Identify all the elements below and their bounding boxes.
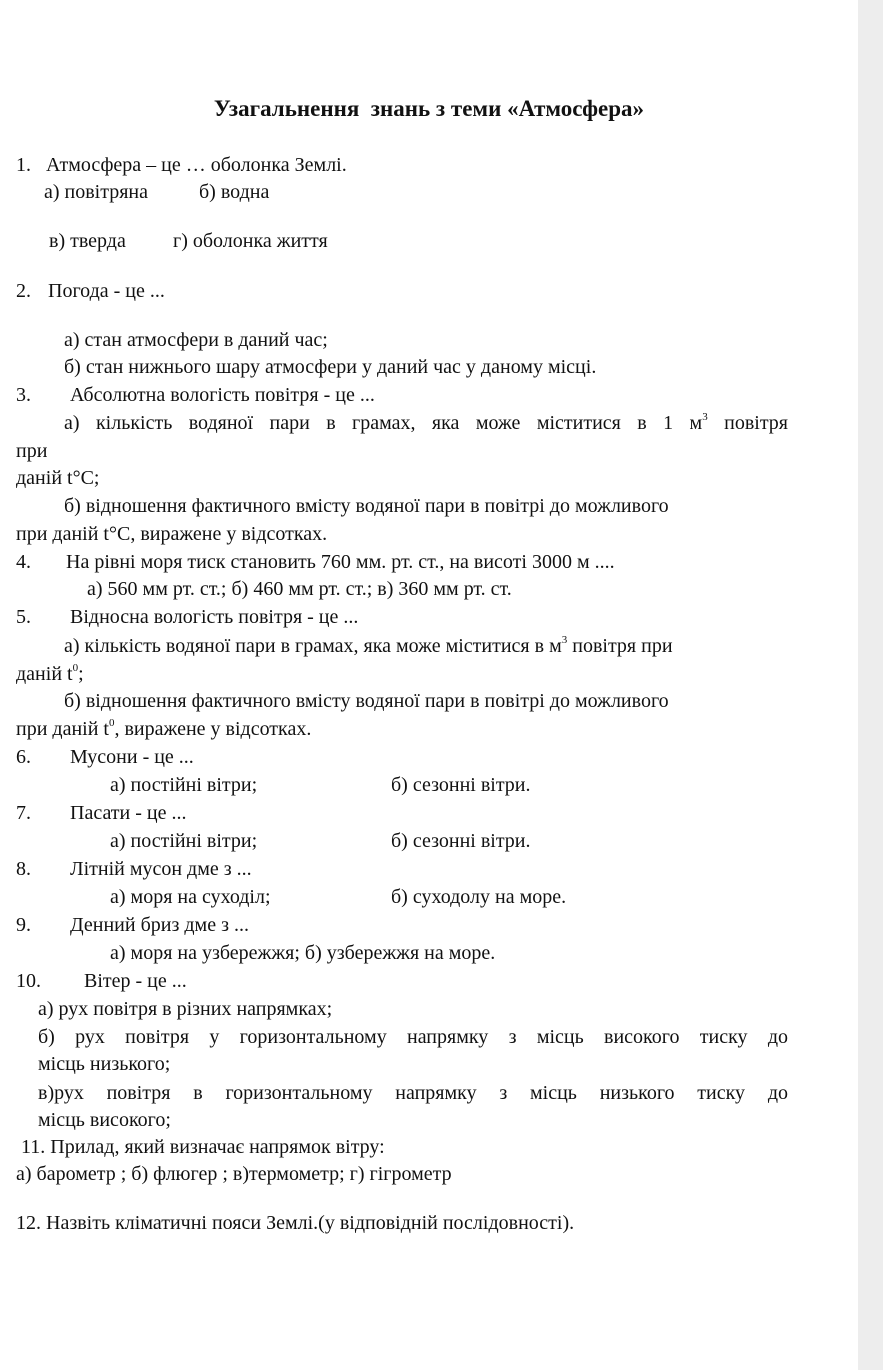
q10-option-v-line-2: місць високого;	[38, 1109, 171, 1131]
q5-option-b-line-1: б) відношення фактичного вмісту водяної пари в повітрі до можливого	[64, 690, 669, 712]
question-8-text: Літній мусон дме з ...	[70, 858, 252, 880]
q10-option-b-line-1: б) рух повітря у горизонтальному напрямку з місць високого тиску до	[38, 1026, 788, 1048]
q6-option-b: б) сезонні вітри.	[391, 774, 531, 796]
q5-option-b-text: при даній t	[16, 718, 109, 740]
q3-option-a-text: а) кількість водяної пари в грамах, яка може міститися в 1 м	[64, 412, 703, 434]
question-4-number: 4.	[16, 551, 31, 573]
q1-option-b: б) водна	[199, 181, 270, 203]
q3-option-a	[64, 411, 788, 435]
question-2	[16, 279, 165, 303]
q5-option-b-line-2	[16, 717, 311, 741]
q11-options: а) барометр ; б) флюгер ; в)термометр; г) гігрометр	[16, 1163, 452, 1185]
q7-option-b: б) сезонні вітри.	[391, 830, 531, 852]
q5-option-a-cont-end: ;	[78, 663, 84, 685]
question-11-text: 11. Прилад, який визначає напрямок вітру:	[21, 1136, 385, 1158]
question-1-number: 1.	[16, 154, 31, 176]
question-1-text: Атмосфера – це … оболонка Землі.	[46, 154, 347, 176]
q5-option-a	[64, 634, 673, 658]
q1-option-g: г) оболонка життя	[173, 230, 328, 252]
q7-option-a: а) постійні вітри;	[110, 830, 258, 852]
q1-option-v: в) тверда	[49, 230, 126, 252]
question-10-number: 10.	[16, 970, 41, 992]
question-6-number: 6.	[16, 746, 31, 768]
q1-option-a: а) повітряна	[44, 181, 149, 203]
question-5-text: Відносна вологість повітря - це ...	[70, 606, 359, 628]
q6-option-a: а) постійні вітри;	[110, 774, 258, 796]
question-3-number: 3.	[16, 384, 31, 406]
q8-option-b: б) суходолу на море.	[391, 886, 567, 908]
q2-option-b: б) стан нижнього шару атмосфери у даний час у даному місці.	[64, 356, 597, 378]
q5-option-b-superscript: 0	[108, 717, 115, 729]
q5-option-a-continuation	[16, 662, 84, 686]
q10-option-v-line-1: в)рух повітря в горизонтальному напрямку з місць низького тиску до	[38, 1082, 788, 1104]
question-5-number: 5.	[16, 606, 31, 628]
q3-option-b-line-2: при даній t°С, виражене у відсотках.	[16, 523, 328, 545]
q5-option-a-text: а) кількість водяної пари в грамах, яка може міститися в м	[64, 635, 562, 657]
q5-option-a-superscript: 3	[561, 634, 568, 646]
question-1	[16, 153, 347, 177]
question-2-text: Погода - це ...	[48, 280, 165, 302]
q5-option-a-tail: повітря при	[567, 635, 673, 657]
q3-option-a-tail: повітря	[707, 412, 788, 434]
q5-option-b-end: , виражене у відсотках.	[114, 718, 312, 740]
question-8-number: 8.	[16, 858, 31, 880]
question-2-number: 2.	[16, 280, 31, 302]
question-9-text: Денний бриз дме з ...	[70, 914, 249, 936]
q3-option-a-continuation-2: даній t°С;	[16, 467, 100, 489]
q3-option-a-superscript: 3	[702, 411, 708, 423]
question-12-text: 12. Назвіть кліматичні пояси Землі.(у відповідній послідовності).	[16, 1212, 575, 1234]
q4-options: а) 560 мм рт. ст.; б) 460 мм рт. ст.; в) 360 мм рт. ст.	[87, 578, 512, 600]
q9-options: а) моря на узбережжя; б) узбережжя на море.	[110, 942, 496, 964]
q3-option-b-line-1: б) відношення фактичного вмісту водяної пари в повітрі до можливого	[64, 495, 669, 517]
question-6-text: Мусони - це ...	[70, 746, 194, 768]
page-edge-shadow	[858, 0, 883, 1370]
question-7-text: Пасати - це ...	[70, 802, 187, 824]
q3-option-a-continuation-1: при	[16, 440, 48, 462]
page-title: Узагальнення знань з теми «Атмосфера»	[213, 96, 645, 121]
question-3-text: Абсолютна вологість повітря - це ...	[70, 384, 375, 406]
q2-option-a: а) стан атмосфери в даний час;	[64, 329, 328, 351]
q5-option-a-cont-text: даній t	[16, 663, 73, 685]
question-10-text: Вітер - це ...	[84, 970, 187, 992]
question-7-number: 7.	[16, 802, 31, 824]
q8-option-a: а) моря на суходіл;	[110, 886, 271, 908]
question-4-text: На рівні моря тиск становить 760 мм. рт. ст., на висоті 3000 м ....	[66, 551, 615, 573]
q10-option-b-line-2: місць низького;	[38, 1053, 171, 1075]
q10-option-a: а) рух повітря в різних напрямках;	[38, 998, 333, 1020]
question-9-number: 9.	[16, 914, 31, 936]
q5-option-a-cont-superscript: 0	[72, 662, 79, 674]
